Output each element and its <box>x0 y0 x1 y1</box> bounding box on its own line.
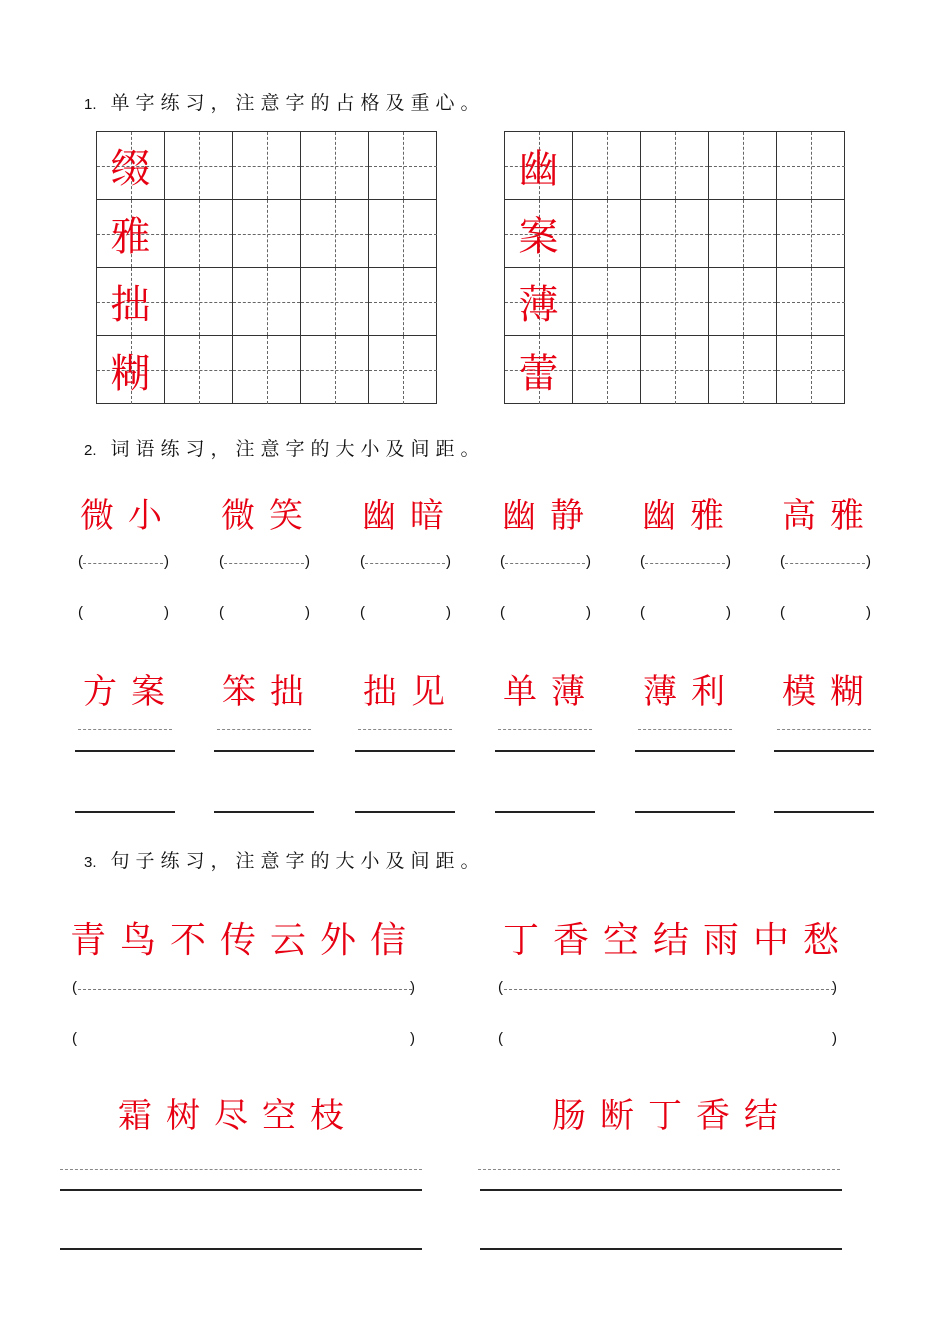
writing-line[interactable] <box>355 750 455 752</box>
practice-cell[interactable] <box>641 200 709 268</box>
center-guide-horizontal <box>777 166 845 167</box>
paren-open: ( <box>640 604 645 621</box>
center-guide-horizontal <box>165 370 232 371</box>
model-character: 拙 <box>110 282 151 328</box>
center-guide-horizontal <box>709 234 776 235</box>
paren-open: ( <box>360 553 365 570</box>
model-character: 雅 <box>110 214 151 260</box>
section-2-title: 词语练习，注意字的大小及间距。 <box>110 438 486 460</box>
practice-word: 笨拙 <box>222 672 318 712</box>
paren-close: ) <box>866 553 871 570</box>
center-guide-horizontal <box>573 234 640 235</box>
paren-open: ( <box>360 604 365 621</box>
practice-cell[interactable] <box>573 132 641 200</box>
practice-cell[interactable] <box>709 336 777 404</box>
section-3-heading <box>84 846 486 873</box>
practice-cell[interactable] <box>301 268 369 336</box>
center-guide-horizontal <box>301 166 368 167</box>
paren-open: ( <box>72 979 77 996</box>
model-character-cell <box>505 268 573 336</box>
practice-word: 方案 <box>83 672 179 712</box>
guide-dashed-line <box>217 729 311 730</box>
practice-cell[interactable] <box>709 132 777 200</box>
center-guide-horizontal <box>233 370 300 371</box>
center-guide-horizontal <box>709 166 776 167</box>
practice-cell[interactable] <box>165 200 233 268</box>
pinyin-guide-line <box>504 989 834 990</box>
paren-close: ) <box>410 1030 415 1047</box>
center-guide-horizontal <box>233 166 300 167</box>
practice-word: 微小 <box>80 496 176 536</box>
center-guide-horizontal <box>709 302 776 303</box>
practice-cell[interactable] <box>233 132 301 200</box>
paren-close: ) <box>164 604 169 621</box>
practice-cell[interactable] <box>573 200 641 268</box>
pinyin-guide-line <box>83 563 163 564</box>
practice-cell[interactable] <box>301 132 369 200</box>
paren-close: ) <box>726 553 731 570</box>
model-character: 缀 <box>110 146 151 192</box>
practice-word: 薄利 <box>643 672 739 712</box>
center-guide-horizontal <box>641 234 708 235</box>
tianzige-grid-left <box>96 131 437 404</box>
center-guide-horizontal <box>369 234 437 235</box>
writing-line[interactable] <box>75 811 175 813</box>
practice-word: 高雅 <box>782 496 878 536</box>
practice-cell[interactable] <box>777 132 845 200</box>
practice-cell[interactable] <box>777 268 845 336</box>
paren-open: ( <box>72 1030 77 1047</box>
paren-open: ( <box>500 553 505 570</box>
practice-word: 拙见 <box>363 672 459 712</box>
pinyin-guide-line <box>365 563 445 564</box>
paren-open: ( <box>780 604 785 621</box>
practice-word: 模糊 <box>782 672 878 712</box>
center-guide-horizontal <box>233 302 300 303</box>
center-guide-horizontal <box>233 234 300 235</box>
practice-cell[interactable] <box>777 200 845 268</box>
section-3-title: 句子练习，注意字的大小及间距。 <box>110 850 486 872</box>
center-guide-horizontal <box>573 302 640 303</box>
center-guide-horizontal <box>301 302 368 303</box>
model-character-cell <box>505 200 573 268</box>
writing-line[interactable] <box>774 811 874 813</box>
practice-cell[interactable] <box>165 336 233 404</box>
pinyin-guide-line <box>78 989 412 990</box>
center-guide-horizontal <box>165 234 232 235</box>
practice-word: 幽雅 <box>642 496 738 536</box>
center-guide-horizontal <box>641 166 708 167</box>
writing-line[interactable] <box>60 1189 422 1191</box>
section-1-title: 单字练习，注意字的占格及重心。 <box>110 92 486 114</box>
model-character: 蕾 <box>518 350 559 397</box>
paren-open: ( <box>780 553 785 570</box>
practice-word: 幽暗 <box>362 496 458 536</box>
center-guide-horizontal <box>709 370 776 371</box>
practice-word: 幽静 <box>502 496 598 536</box>
center-guide-horizontal <box>369 166 437 167</box>
practice-cell[interactable] <box>369 200 437 268</box>
model-character-cell <box>97 200 165 268</box>
practice-cell[interactable] <box>165 268 233 336</box>
center-guide-horizontal <box>369 302 437 303</box>
center-guide-horizontal <box>777 302 845 303</box>
sentence-3: 霜树尽空枝 <box>118 1096 358 1136</box>
paren-open: ( <box>78 553 83 570</box>
pinyin-answer-field[interactable] <box>227 602 301 624</box>
paren-open: ( <box>219 553 224 570</box>
guide-dashed-line <box>498 729 592 730</box>
practice-cell[interactable] <box>233 200 301 268</box>
section-2-number: 2. <box>84 442 97 459</box>
tianzige-grid-right <box>504 131 845 404</box>
guide-dashed-line <box>638 729 732 730</box>
practice-cell[interactable] <box>369 336 437 404</box>
paren-close: ) <box>164 553 169 570</box>
writing-line[interactable] <box>635 750 735 752</box>
paren-close: ) <box>305 604 310 621</box>
paren-open: ( <box>78 604 83 621</box>
center-guide-horizontal <box>573 370 640 371</box>
center-guide-horizontal <box>777 234 845 235</box>
model-character-cell <box>505 336 573 404</box>
guide-dashed-line <box>60 1169 422 1170</box>
writing-line[interactable] <box>60 1248 422 1250</box>
model-character: 案 <box>518 214 559 260</box>
paren-open: ( <box>640 553 645 570</box>
writing-line[interactable] <box>214 750 314 752</box>
paren-close: ) <box>410 979 415 996</box>
pinyin-answer-field[interactable] <box>788 602 862 624</box>
paren-close: ) <box>866 604 871 621</box>
practice-cell[interactable] <box>369 268 437 336</box>
pinyin-guide-line <box>224 563 304 564</box>
center-guide-horizontal <box>301 234 368 235</box>
practice-cell[interactable] <box>709 268 777 336</box>
model-character-cell <box>505 132 573 200</box>
model-character-cell <box>97 268 165 336</box>
paren-close: ) <box>305 553 310 570</box>
practice-cell[interactable] <box>709 200 777 268</box>
pinyin-answer-field[interactable] <box>508 602 582 624</box>
practice-cell[interactable] <box>641 336 709 404</box>
guide-dashed-line <box>478 1169 840 1170</box>
center-guide-horizontal <box>777 370 845 371</box>
guide-dashed-line <box>78 729 172 730</box>
practice-cell[interactable] <box>777 336 845 404</box>
section-2-heading <box>84 434 486 461</box>
paren-open: ( <box>500 604 505 621</box>
center-guide-horizontal <box>165 302 232 303</box>
pinyin-answer-field[interactable] <box>80 1028 408 1050</box>
pinyin-answer-field[interactable] <box>86 602 160 624</box>
writing-line[interactable] <box>480 1189 842 1191</box>
practice-cell[interactable] <box>573 336 641 404</box>
paren-open: ( <box>498 1030 503 1047</box>
paren-close: ) <box>832 979 837 996</box>
center-guide-horizontal <box>369 370 437 371</box>
pinyin-guide-line <box>505 563 585 564</box>
guide-dashed-line <box>777 729 871 730</box>
model-character: 糊 <box>110 350 151 397</box>
practice-word: 微笑 <box>221 496 317 536</box>
pinyin-answer-field[interactable] <box>368 602 442 624</box>
writing-line[interactable] <box>774 750 874 752</box>
center-guide-horizontal <box>573 166 640 167</box>
paren-close: ) <box>586 604 591 621</box>
practice-cell[interactable] <box>165 132 233 200</box>
paren-close: ) <box>832 1030 837 1047</box>
center-guide-horizontal <box>641 370 708 371</box>
paren-open: ( <box>219 604 224 621</box>
paren-close: ) <box>586 553 591 570</box>
pinyin-answer-field[interactable] <box>648 602 722 624</box>
pinyin-guide-line <box>645 563 725 564</box>
writing-line[interactable] <box>495 750 595 752</box>
pinyin-guide-line <box>785 563 865 564</box>
paren-close: ) <box>446 553 451 570</box>
section-1-heading <box>84 88 486 115</box>
sentence-1: 青鸟不传云外信 <box>70 920 421 961</box>
practice-cell[interactable] <box>233 268 301 336</box>
practice-cell[interactable] <box>641 268 709 336</box>
practice-cell[interactable] <box>301 200 369 268</box>
writing-line[interactable] <box>355 811 455 813</box>
sentence-4: 肠断丁香结 <box>552 1096 792 1136</box>
section-1-number: 1. <box>84 96 97 113</box>
center-guide-horizontal <box>641 302 708 303</box>
pinyin-answer-field[interactable] <box>506 1028 830 1050</box>
section-3-number: 3. <box>84 854 97 871</box>
writing-line[interactable] <box>75 750 175 752</box>
practice-cell[interactable] <box>369 132 437 200</box>
center-guide-horizontal <box>165 166 232 167</box>
model-character: 幽 <box>518 146 559 192</box>
writing-line[interactable] <box>495 811 595 813</box>
writing-line[interactable] <box>214 811 314 813</box>
practice-cell[interactable] <box>641 132 709 200</box>
writing-line[interactable] <box>635 811 735 813</box>
model-character-cell <box>97 132 165 200</box>
model-character-cell <box>97 336 165 404</box>
paren-close: ) <box>446 604 451 621</box>
center-guide-horizontal <box>301 370 368 371</box>
paren-close: ) <box>726 604 731 621</box>
guide-dashed-line <box>358 729 452 730</box>
model-character: 薄 <box>518 282 559 328</box>
practice-cell[interactable] <box>233 336 301 404</box>
practice-cell[interactable] <box>573 268 641 336</box>
practice-word: 单薄 <box>503 672 599 712</box>
sentence-2: 丁香空结雨中愁 <box>503 920 854 961</box>
practice-cell[interactable] <box>301 336 369 404</box>
paren-open: ( <box>498 979 503 996</box>
writing-line[interactable] <box>480 1248 842 1250</box>
